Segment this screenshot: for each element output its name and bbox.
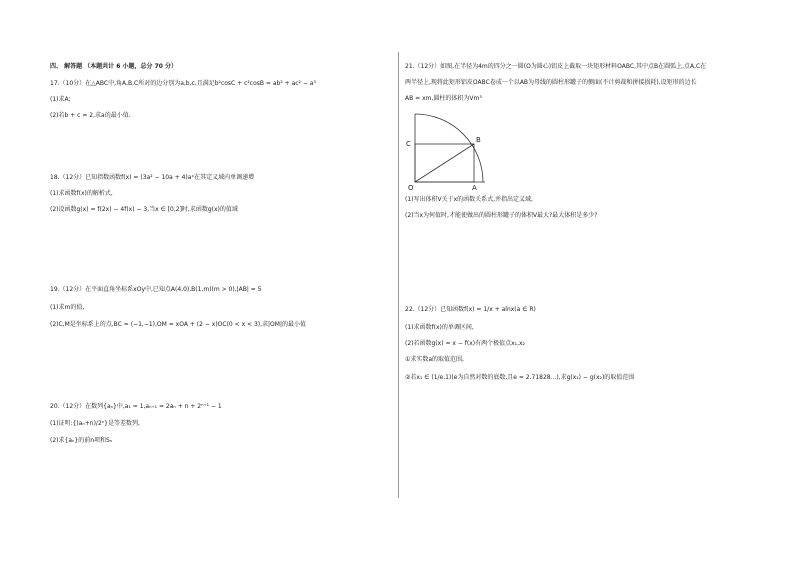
q17-stem: 17.（10分）在△ABC中,角A,B,C所对的边分别为a,b,c,且满足b²cosC + c²cosB = ab² + ac² − a³	[50, 80, 316, 87]
label-o: O	[408, 184, 414, 192]
section-title: 四、 解答题 （本题共计 6 小题，总分 70 分）	[50, 63, 178, 70]
q22-sub2: ②若x₁ ∈ (1/e,1)(e为自然对数的底数,且e = 2.71828...),求g(x₁) − g(x₂)的取值范围	[405, 374, 635, 381]
q18-part2: (2)设函数g(x) = f(2x) − 4f(x) − 3,当x ∈ [0,2]时,求函数g(x)的值域	[50, 206, 238, 213]
q22-part1: (1)求函数f(x)的单调区间,	[405, 324, 474, 331]
q21-stem-line3: AB = xm,圆柱的体积为Vm³	[405, 95, 482, 102]
q22-stem: 22.（12分）已知函数f(x) = 1/x + alnx(a ∈ R)	[405, 306, 536, 313]
column-divider	[398, 52, 399, 498]
q20-part2: (2)求{aₙ}的前n项和Sₙ	[50, 437, 113, 444]
q18-part1: (1)求函数f(x)的解析式,	[50, 190, 113, 197]
q19-stem: 19.（12分）在平面直角坐标系xOy中,已知点A(4,0),B(1,m)(m > 0),|AB| = 5	[50, 286, 262, 293]
diagonal-ob	[415, 144, 474, 182]
q22-sub1: ①求实数a的取值范围,	[405, 356, 464, 363]
q20-part1: (1)证明:{(aₙ+n)/2ⁿ}是等差数列,	[50, 420, 140, 427]
q21-part1: (1)写出体积V关于x的函数关系式,并指出定义域,	[405, 196, 533, 203]
q17-part1: (1)求A;	[50, 96, 71, 103]
q21-stem-line2: 两半径上,现将此矩形铝皮OABC卷成一个以AB为母线的圆柱形罐子的侧面(不计剪裁和拼接损耗),设矩形的边长	[405, 79, 697, 86]
label-c: C	[406, 140, 411, 148]
q21-stem-line1: 21.（12分）如图,在半径为4m的四分之一圆(O为圆心)铝皮上截取一块矩形材料OABC,其中点B在圆弧上,点A,C在	[405, 63, 707, 70]
q18-stem: 18.（12分）已知指数函数f(x) = (3a² − 10a + 4)aˣ在其定义域内单调递增	[50, 174, 255, 181]
q22-part2: (2)若函数g(x) = x − f(x)有两个极值点x₁,x₂	[405, 340, 525, 347]
label-b: B	[476, 136, 481, 144]
label-a: A	[472, 184, 477, 192]
q20-stem: 20.（12分）在数列{aₙ}中,a₁ = 1,aₙ₊₁ = 2aₙ + n + 2ⁿ⁺¹ − 1	[50, 403, 222, 410]
q17-part2: (2)若b + c = 2,求a的最小值.	[50, 112, 131, 119]
q21-part2: (2)当x为何值时,才能使做出的圆柱形罐子的体积V最大?最大体积是多少?	[405, 212, 598, 219]
q19-part2: (2)C,M是坐标系上的点,BC = (−1,−1),OM = xOA + (2 − x)OC(0 < x < 3),求|OM|的最小值	[50, 321, 306, 328]
quarter-circle-figure	[405, 112, 500, 192]
q19-part1: (1)求m的值,	[50, 304, 85, 311]
quarter-arc	[415, 114, 483, 182]
